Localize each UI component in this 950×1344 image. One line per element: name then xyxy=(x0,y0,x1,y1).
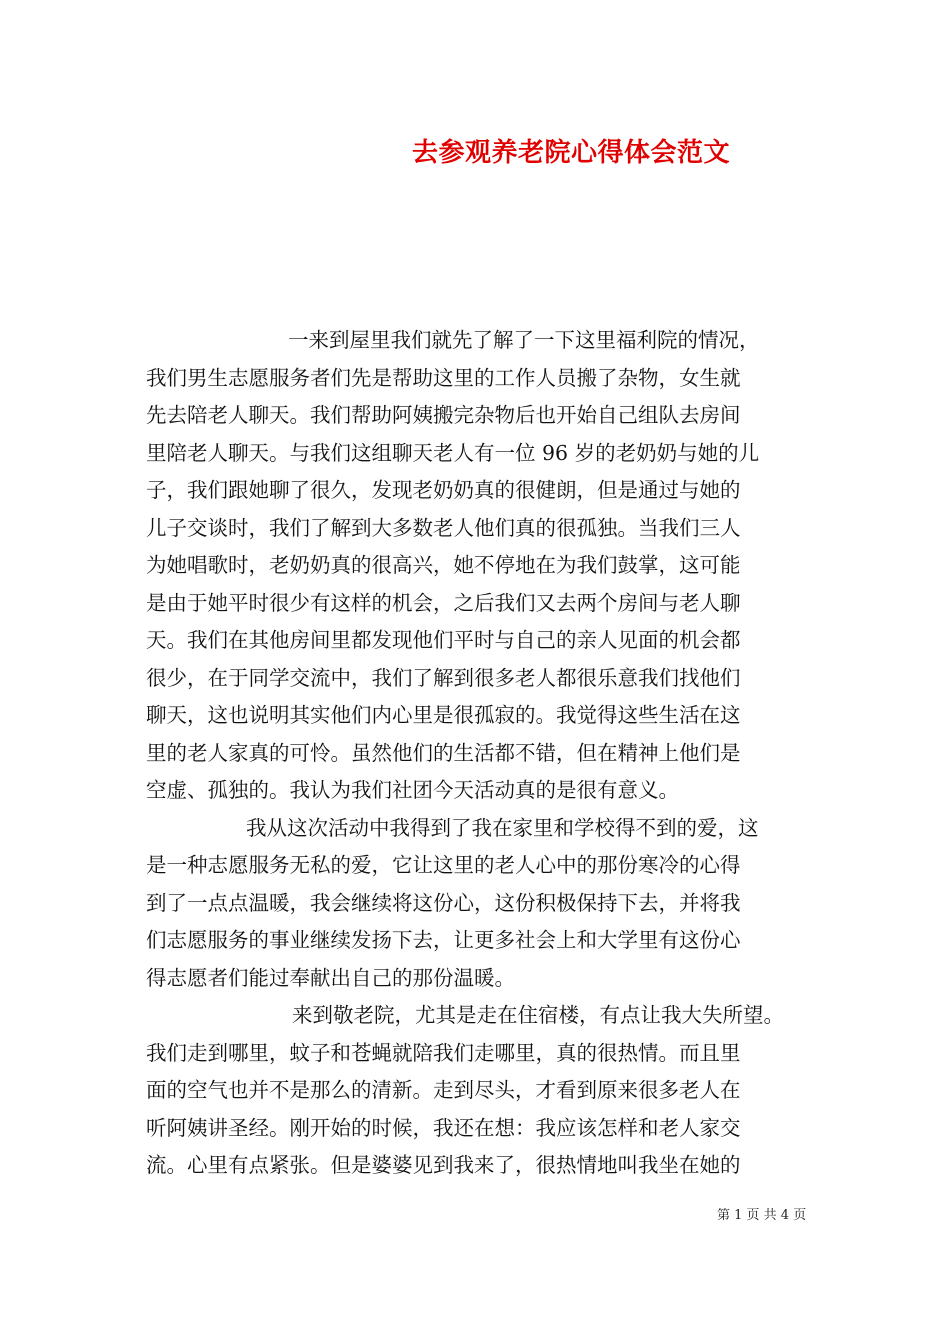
text-line: 们志愿服务的事业继续发扬下去，让更多社会上和大学里有这份心 xyxy=(146,928,741,952)
text-line: 我们男生志愿服务者们先是帮助这里的工作人员搬了杂物，女生就 xyxy=(146,365,741,390)
paragraph-3 xyxy=(146,997,814,1185)
text-line: 到了一点点温暖，我会继续将这份心，这份积极保持下去，并将我 xyxy=(146,890,741,915)
paragraph-1 xyxy=(146,322,814,810)
text-line: 子，我们跟她聊了很久，发现老奶奶真的很健朗，但是通过与她的 xyxy=(146,478,741,502)
text-line: 面的空气也并不是那么的清新。走到尽头，才看到原来很多老人在 xyxy=(146,1078,741,1102)
text-line: 流。心里有点紧张。但是婆婆见到我来了，很热情地叫我坐在她的 xyxy=(146,1153,741,1177)
document-body xyxy=(146,322,814,1185)
text-line: 里陪老人聊天。与我们这组聊天老人有一位 96 岁的老奶奶与她的儿 xyxy=(146,440,760,465)
text-line: 来到敬老院，尤其是走在住宿楼，有点让我大失所望。 xyxy=(292,1003,784,1027)
text-line: 很少，在于同学交流中，我们了解到很多老人都很乐意我们找他们 xyxy=(146,665,741,690)
text-line: 是由于她平时很少有这样的机会，之后我们又去两个房间与老人聊 xyxy=(146,590,741,615)
text-line: 空虚、孤独的。我认为我们社团今天活动真的是很有意义。 xyxy=(146,778,679,802)
text-line: 天。我们在其他房间里都发现他们平时与自己的亲人见面的机会都 xyxy=(146,628,741,652)
text-line: 得志愿者们能过奉献出自己的那份温暖。 xyxy=(146,965,515,990)
page-number: 第 1 页 共 4 页 xyxy=(717,1208,807,1223)
text-line: 一来到屋里我们就先了解了一下这里福利院的情况， xyxy=(288,328,760,352)
text-line: 先去陪老人聊天。我们帮助阿姨搬完杂物后也开始自己组队去房间 xyxy=(146,403,741,427)
text-line: 是一种志愿服务无私的爱，它让这里的老人心中的那份寒冷的心得 xyxy=(146,853,741,877)
text-line: 我从这次活动中我得到了我在家里和学校得不到的爱，这 xyxy=(246,815,759,840)
text-line: 聊天，这也说明其实他们内心里是很孤寂的。我觉得这些生活在这 xyxy=(146,703,741,727)
text-line: 儿子交谈时，我们了解到大多数老人他们真的很孤独。当我们三人 xyxy=(146,515,741,540)
text-line: 我们走到哪里，蚊子和苍蝇就陪我们走哪里，真的很热情。而且里 xyxy=(146,1040,741,1065)
document-title: 去参观养老院心得体会范文 xyxy=(412,138,731,168)
text-line: 里的老人家真的可怜。虽然他们的生活都不错，但在精神上他们是 xyxy=(146,740,741,765)
text-line: 为她唱歌时，老奶奶真的很高兴，她不停地在为我们鼓掌，这可能 xyxy=(146,553,741,577)
paragraph-2 xyxy=(146,810,814,998)
text-line: 听阿姨讲圣经。刚开始的时候，我还在想：我应该怎样和老人家交 xyxy=(146,1115,741,1140)
